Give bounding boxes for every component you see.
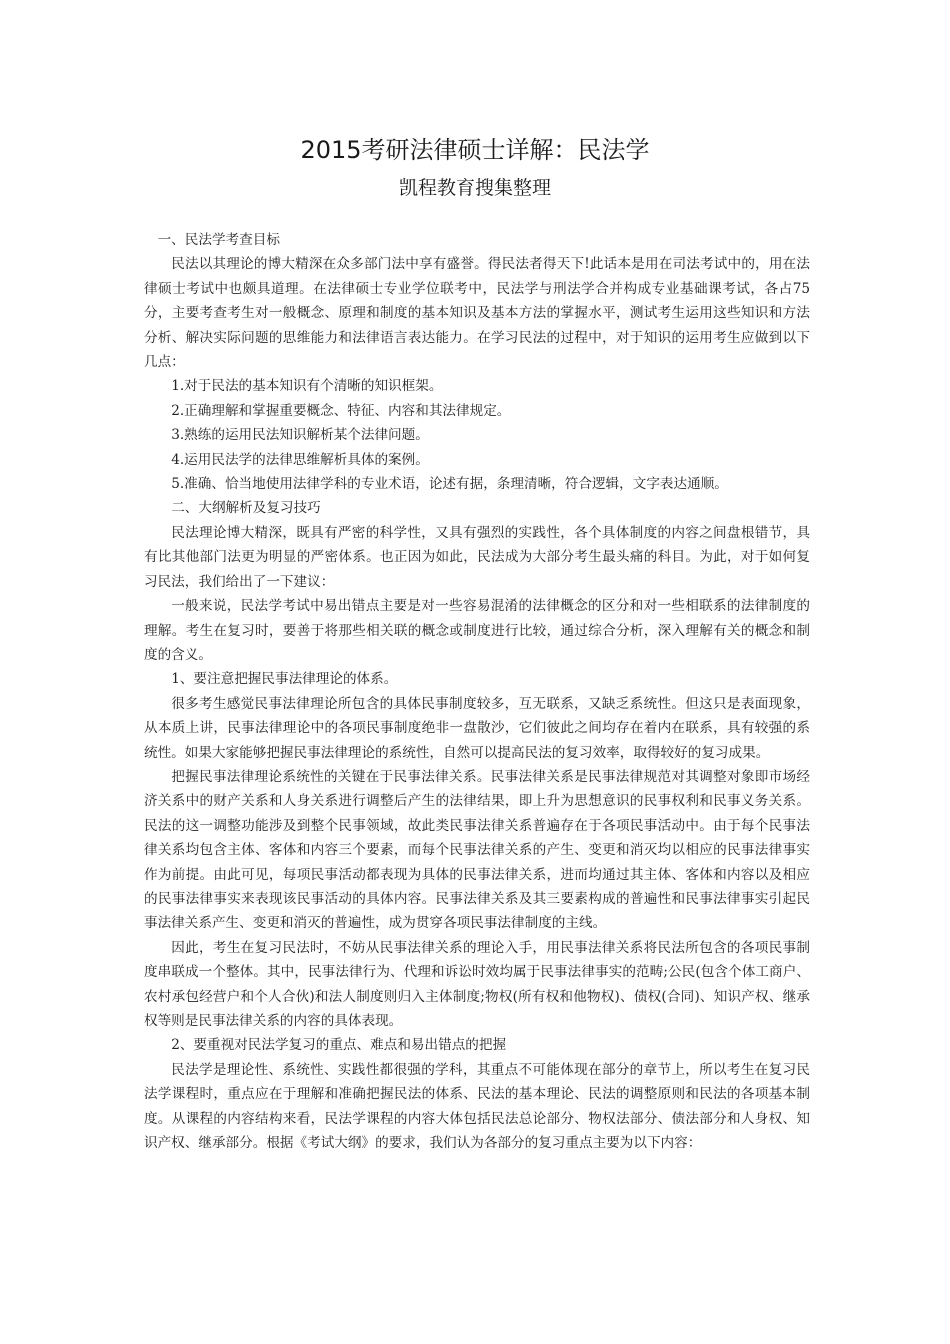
- section-heading: 一、民法学考查目标: [157, 232, 280, 248]
- paragraph: 1、要注意把握民事法律理论的体系。: [171, 671, 398, 688]
- paragraph: 二、大纲解析及复习技巧: [171, 500, 321, 517]
- document-body: [144, 228, 810, 1155]
- paragraph: 民法理论博大精深，既具有严密的科学性，又具有强烈的实践性，各个具体制度的内容之间盘根错节，具有比其他部门法更为明显的严密体系。也正因为如此，民法成为大部分考生最头痛的科目。为此，对于如何复习民法，我们给出了一下建议：: [144, 524, 810, 590]
- paragraph: 1.对于民法的基本知识有个清晰的知识框架。: [171, 378, 443, 395]
- paragraph: 民法以其理论的博大精深在众多部门法中享有盛誉。得民法者得天下!此话本是用在司法考试中的，用在法律硕士考试中也颇具道理。在法律硕士专业学位联考中，民法学与刑法学合并构成专业基础课考试，各占75分，主要考查考生对一般概念、原理和制度的基本知识及基本方法的掌握水平，测试考生运用这些知识和方法分析、解决实际问题的思维能力和法律语言表达能力。在学习民法的过程中，对于知识的运用考生应做到以下几点：: [144, 256, 810, 371]
- paragraph: 3.熟练的运用民法知识解析某个法律问题。: [171, 427, 429, 444]
- paragraph: 因此，考生在复习民法时，不妨从民事法律关系的理论入手，用民事法律关系将民法所包含的各项民事制度串联成一个整体。其中，民事法律行为、代理和诉讼时效均属于民事法律事实的范畴;公民(包含个体工商户、农村承包经营户和个人合伙)和法人制度则归入主体制度;物权(所有权和他物权)、债权(合同)、知识产权、继承权等则是民事法律关系的内容的具体表现。: [144, 939, 810, 1029]
- paragraph: 2.正确理解和掌握重要概念、特征、内容和其法律规定。: [171, 402, 511, 419]
- paragraph: 民法学是理论性、系统性、实践性都很强的学科，其重点不可能体现在部分的章节上，所以考生在复习民法学课程时，重点应在于理解和准确把握民法的体系、民法的基本理论、民法的调整原则和民法的各项基本制度。从课程的内容结构来看，民法学课程的内容大体包括民法总论部分、物权法部分、债法部分和人身权、知识产权、继承部分。根据《考试大纲》的要求，我们认为各部分的复习重点主要为以下内容：: [144, 1061, 810, 1152]
- paragraph: 把握民事法律理论系统性的关键在于民事法律关系。民事法律关系是民事法律规范对其调整对象即市场经济关系中的财产关系和人身关系进行调整后产生的法律结果，即上升为思想意识的民事权利和民事义务关系。民法的这一调整功能涉及到整个民事领域，故此类民事法律关系普遍存在于各项民事活动中。由于每个民事法律关系均包含主体、客体和内容三个要素，而每个民事法律关系的产生、变更和消灭均以相应的民事法律事实作为前提。由此可见，每项民事活动都表现为具体的民事法律关系，进而均通过其主体、客体和内容以及相应的民事法律事实来表现该民事活动的具体内容。民事法律关系及其三要素构成的普遍性和民事法律事实引起民事法律关系产生、变更和消灭的普遍性，成为贯穿各项民事法律制度的主线。: [144, 768, 810, 932]
- document-subtitle: 凯程教育搜集整理: [398, 177, 551, 199]
- paragraph: 5.准确、恰当地使用法律学科的专业术语，论述有据，条理清晰，符合逻辑，文字表达通顺。: [171, 476, 728, 493]
- paragraph: 4.运用民法学的法律思维解析具体的案例。: [171, 451, 429, 468]
- paragraph: 2、要重视对民法学复习的重点、难点和易出错点的把握: [171, 1037, 507, 1054]
- paragraph: 很多考生感觉民事法律理论所包含的具体民事制度较多，互无联系，又缺乏系统性。但这只是表面现象，从本质上讲，民事法律理论中的各项民事制度绝非一盘散沙，它们彼此之间均存在着内在联系，具有较强的系统性。如果大家能够把握民事法律理论的系统性，自然可以提高民法的复习效率，取得较好的复习成果。: [144, 695, 810, 761]
- paragraph: 一般来说，民法学考试中易出错点主要是对一些容易混淆的法律概念的区分和对一些相联系的法律制度的理解。考生在复习时，要善于将那些相关联的概念或制度进行比较，通过综合分析，深入理解有关的概念和制度的含义。: [144, 598, 810, 663]
- document-title: 2015考研法律硕士详解：民法学: [300, 136, 650, 164]
